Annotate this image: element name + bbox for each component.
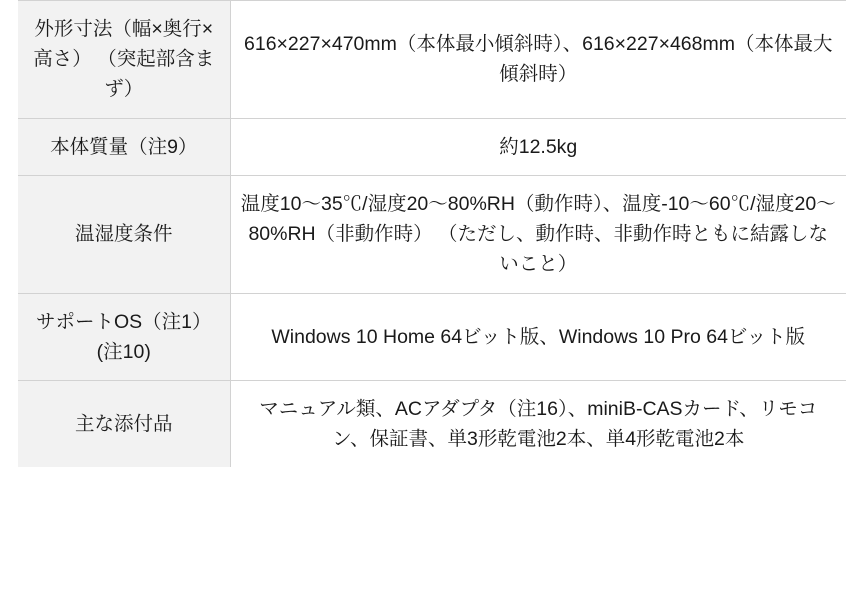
table-row — [18, 175, 846, 293]
table-row — [18, 1, 846, 118]
specifications-table — [18, 1, 846, 467]
row-value: 616×227×470mm（本体最小傾斜時）、616×227×468mm（本体最大傾斜時） — [230, 1, 846, 118]
row-value: 約12.5kg — [230, 118, 846, 175]
row-label: サポートOS（注1）(注10) — [18, 293, 230, 380]
row-value: Windows 10 Home 64ビット版、Windows 10 Pro 64ビット版 — [230, 293, 846, 380]
row-label: 主な添付品 — [18, 380, 230, 467]
table-body — [18, 1, 846, 467]
table-row — [18, 380, 846, 467]
table-row — [18, 293, 846, 380]
row-label: 本体質量（注9） — [18, 118, 230, 175]
table-row — [18, 118, 846, 175]
row-value: マニュアル類、ACアダプタ（注16）、miniB-CASカード、リモコン、保証書、単3形乾電池2本、単4形乾電池2本 — [230, 380, 846, 467]
row-label: 外形寸法（幅×奥行×高さ） （突起部含まず） — [18, 1, 230, 118]
row-label: 温湿度条件 — [18, 175, 230, 293]
row-value: 温度10〜35℃/湿度20〜80%RH（動作時）、温度-10〜60℃/湿度20〜80%RH（非動作時） （ただし、動作時、非動作時ともに結露しないこと） — [230, 175, 846, 293]
